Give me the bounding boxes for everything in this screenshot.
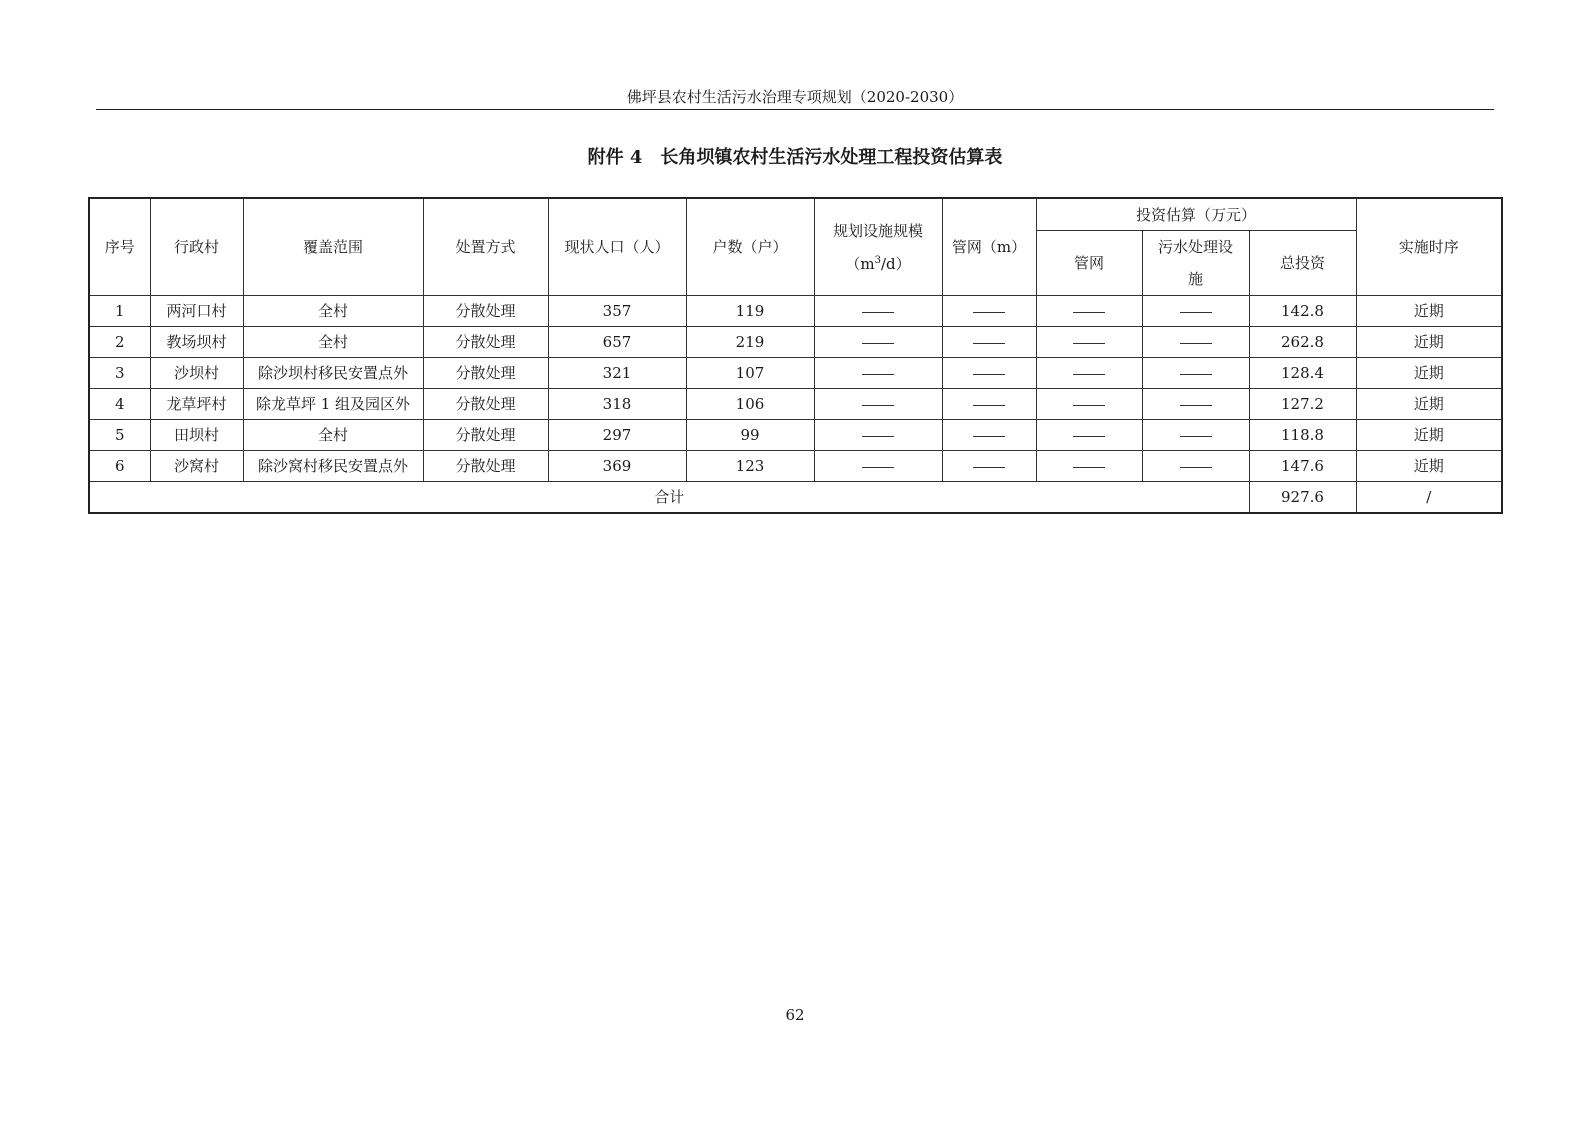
cell-village: 沙窝村 xyxy=(150,451,243,482)
cell-schedule: 近期 xyxy=(1356,327,1502,358)
cell-inv-facility xyxy=(1142,420,1249,451)
cell-seq: 3 xyxy=(89,358,150,389)
col-investment-group: 投资估算（万元） xyxy=(1036,198,1356,231)
dash-mark xyxy=(1180,405,1212,406)
col-households: 户数（户） xyxy=(686,198,814,296)
table-body xyxy=(89,296,1502,514)
cell-pipe-length xyxy=(942,327,1036,358)
cell-total-schedule: / xyxy=(1356,482,1502,514)
dash-mark xyxy=(1073,436,1105,437)
cell-scale xyxy=(814,389,942,420)
col-coverage: 覆盖范围 xyxy=(243,198,423,296)
table-row xyxy=(89,358,1502,389)
cell-seq: 2 xyxy=(89,327,150,358)
running-header: 佛坪县农村生活污水治理专项规划（2020-2030） xyxy=(626,88,964,106)
cell-inv-pipe xyxy=(1036,451,1142,482)
cell-inv-total: 262.8 xyxy=(1249,327,1356,358)
cell-village: 龙草坪村 xyxy=(150,389,243,420)
cell-coverage: 全村 xyxy=(243,327,423,358)
cell-village: 田坝村 xyxy=(150,420,243,451)
cell-inv-total: 128.4 xyxy=(1249,358,1356,389)
cell-pipe-length xyxy=(942,451,1036,482)
cell-method: 分散处理 xyxy=(423,296,548,327)
dash-mark xyxy=(973,312,1005,313)
cell-population: 657 xyxy=(548,327,686,358)
cell-population: 297 xyxy=(548,420,686,451)
dash-mark xyxy=(862,374,894,375)
scale-unit-prefix: （m xyxy=(845,254,875,273)
scale-unit-suffix: /d） xyxy=(880,254,911,273)
col-inv-pipe: 管网 xyxy=(1036,231,1142,296)
cell-method: 分散处理 xyxy=(423,420,548,451)
dash-mark xyxy=(973,467,1005,468)
page-number: 62 xyxy=(785,1006,805,1024)
cell-inv-facility xyxy=(1142,451,1249,482)
dash-mark xyxy=(1073,405,1105,406)
cell-village: 沙坝村 xyxy=(150,358,243,389)
cell-pipe-length xyxy=(942,420,1036,451)
cell-coverage: 除沙窝村移民安置点外 xyxy=(243,451,423,482)
cell-households: 219 xyxy=(686,327,814,358)
cell-method: 分散处理 xyxy=(423,389,548,420)
col-scale-label: 规划设施规模 xyxy=(832,221,923,240)
table-row xyxy=(89,389,1502,420)
cell-households: 106 xyxy=(686,389,814,420)
cell-pipe-length xyxy=(942,358,1036,389)
col-scale-unit xyxy=(817,251,940,274)
cell-method: 分散处理 xyxy=(423,451,548,482)
cell-coverage: 全村 xyxy=(243,420,423,451)
cell-seq: 1 xyxy=(89,296,150,327)
dash-mark xyxy=(862,405,894,406)
dash-mark xyxy=(862,436,894,437)
cell-inv-facility xyxy=(1142,296,1249,327)
cell-seq: 4 xyxy=(89,389,150,420)
cell-seq: 6 xyxy=(89,451,150,482)
table-row xyxy=(89,327,1502,358)
cell-schedule: 近期 xyxy=(1356,358,1502,389)
cell-coverage: 全村 xyxy=(243,296,423,327)
cell-inv-total: 147.6 xyxy=(1249,451,1356,482)
cell-population: 318 xyxy=(548,389,686,420)
table-row xyxy=(89,296,1502,327)
col-inv-facility: 污水处理设施 xyxy=(1142,231,1249,296)
cell-village: 两河口村 xyxy=(150,296,243,327)
col-scale xyxy=(814,198,942,296)
cell-pipe-length xyxy=(942,296,1036,327)
dash-mark xyxy=(862,467,894,468)
col-pipe-length: 管网（m） xyxy=(942,198,1036,296)
col-seq: 序号 xyxy=(89,198,150,296)
cell-village: 教场坝村 xyxy=(150,327,243,358)
header-rule xyxy=(96,109,1494,110)
cell-inv-pipe xyxy=(1036,327,1142,358)
header-row xyxy=(89,198,1502,231)
cell-households: 123 xyxy=(686,451,814,482)
dash-mark xyxy=(973,436,1005,437)
dash-mark xyxy=(1180,436,1212,437)
appendix-label: 附件 4 xyxy=(587,147,643,168)
col-schedule: 实施时序 xyxy=(1356,198,1502,296)
cell-population: 321 xyxy=(548,358,686,389)
total-row xyxy=(89,482,1502,514)
scale-unit-sup: 3 xyxy=(874,254,881,266)
dash-mark xyxy=(1180,374,1212,375)
cell-seq: 5 xyxy=(89,420,150,451)
cell-inv-pipe xyxy=(1036,358,1142,389)
document-title xyxy=(96,145,1494,171)
col-population: 现状人口（人） xyxy=(548,198,686,296)
dash-mark xyxy=(1180,312,1212,313)
cell-coverage: 除龙草坪 1 组及园区外 xyxy=(243,389,423,420)
table-header xyxy=(89,198,1502,296)
investment-table xyxy=(88,197,1503,514)
dash-mark xyxy=(1073,312,1105,313)
cell-scale xyxy=(814,451,942,482)
cell-inv-pipe xyxy=(1036,420,1142,451)
dash-mark xyxy=(973,405,1005,406)
dash-mark xyxy=(1073,374,1105,375)
cell-inv-total: 118.8 xyxy=(1249,420,1356,451)
dash-mark xyxy=(1073,343,1105,344)
dash-mark xyxy=(973,374,1005,375)
cell-inv-facility xyxy=(1142,327,1249,358)
table-row xyxy=(89,451,1502,482)
col-village: 行政村 xyxy=(150,198,243,296)
dash-mark xyxy=(1180,467,1212,468)
cell-method: 分散处理 xyxy=(423,327,548,358)
cell-households: 107 xyxy=(686,358,814,389)
cell-scale xyxy=(814,296,942,327)
cell-inv-total: 142.8 xyxy=(1249,296,1356,327)
col-inv-total: 总投资 xyxy=(1249,231,1356,296)
cell-pipe-length xyxy=(942,389,1036,420)
table-row xyxy=(89,420,1502,451)
cell-inv-pipe xyxy=(1036,389,1142,420)
dash-mark xyxy=(862,343,894,344)
cell-inv-facility xyxy=(1142,389,1249,420)
cell-schedule: 近期 xyxy=(1356,420,1502,451)
dash-mark xyxy=(973,343,1005,344)
dash-mark xyxy=(862,312,894,313)
cell-inv-facility xyxy=(1142,358,1249,389)
cell-households: 119 xyxy=(686,296,814,327)
cell-scale xyxy=(814,327,942,358)
cell-households: 99 xyxy=(686,420,814,451)
cell-population: 357 xyxy=(548,296,686,327)
cell-total-label: 合计 xyxy=(89,482,1249,514)
cell-scale xyxy=(814,420,942,451)
cell-inv-total: 127.2 xyxy=(1249,389,1356,420)
title-text: 长角坝镇农村生活污水处理工程投资估算表 xyxy=(660,147,1003,168)
cell-inv-pipe xyxy=(1036,296,1142,327)
col-method: 处置方式 xyxy=(423,198,548,296)
cell-population: 369 xyxy=(548,451,686,482)
cell-scale xyxy=(814,358,942,389)
cell-schedule: 近期 xyxy=(1356,451,1502,482)
cell-total-investment: 927.6 xyxy=(1249,482,1356,514)
cell-schedule: 近期 xyxy=(1356,296,1502,327)
cell-method: 分散处理 xyxy=(423,358,548,389)
dash-mark xyxy=(1180,343,1212,344)
cell-schedule: 近期 xyxy=(1356,389,1502,420)
cell-coverage: 除沙坝村移民安置点外 xyxy=(243,358,423,389)
dash-mark xyxy=(1073,467,1105,468)
